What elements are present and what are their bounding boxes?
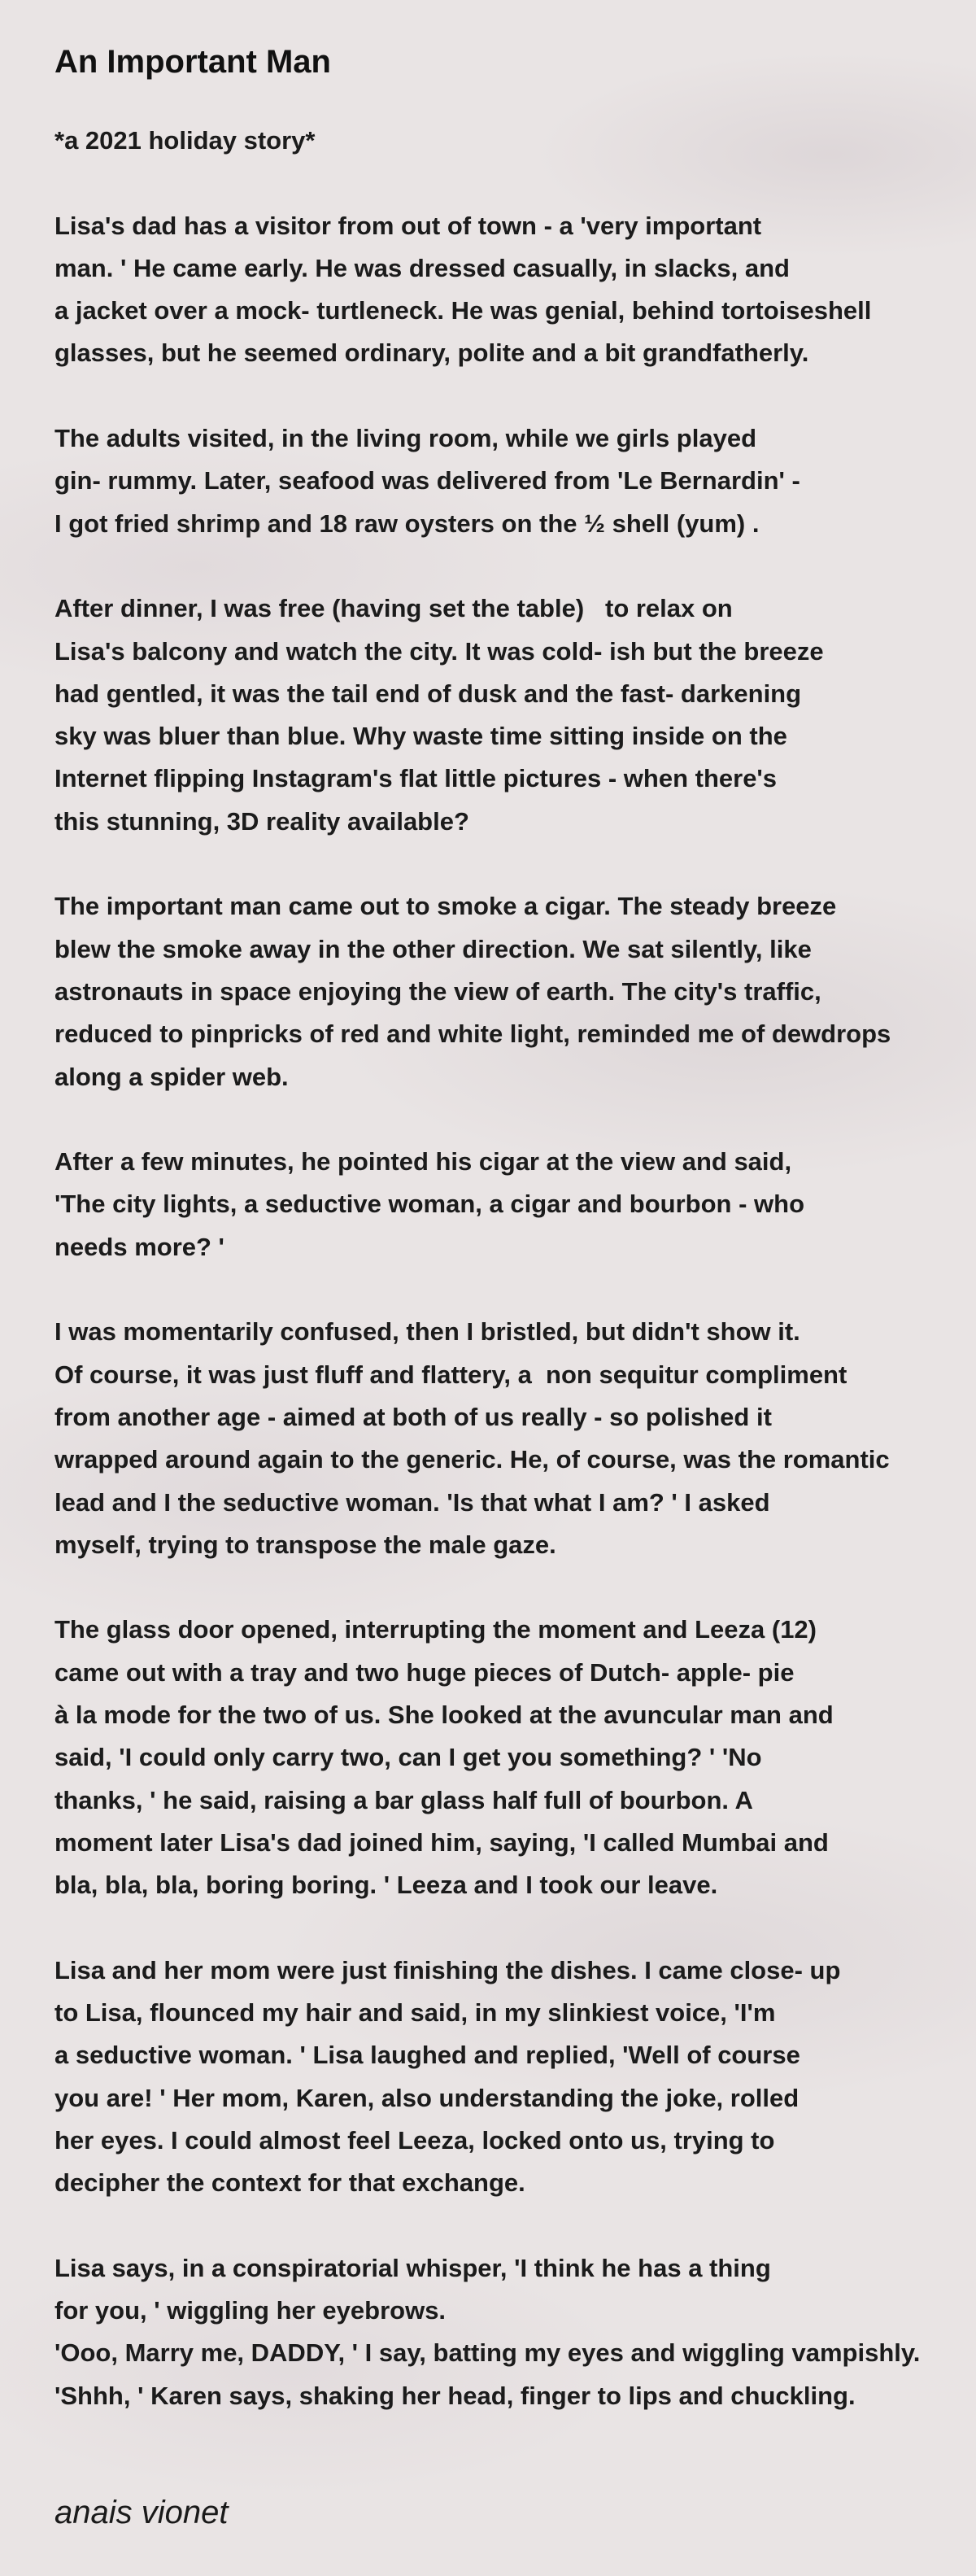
poem-line: After dinner, I was free (having set the table) to relax on — [54, 594, 733, 623]
poem-line: came out with a tray and two huge pieces of Dutch- apple- pie — [54, 1657, 795, 1687]
stanza — [54, 1949, 965, 2205]
poem-line: her eyes. I could almost feel Leeza, locked onto us, trying to — [54, 2125, 775, 2155]
poem-line: glasses, but he seemed ordinary, polite and a bit grandfatherly. — [54, 338, 809, 368]
stanza-gap — [54, 1906, 965, 1949]
poem-line: gin- rummy. Later, seafood was delivered from 'Le Bernardin' - — [54, 466, 800, 496]
stanza — [54, 417, 965, 545]
poem-line: for you, ' wiggling her eyebrows. — [54, 2296, 447, 2325]
poem-line: reduced to pinpricks of red and white light, reminded me of dewdrops — [54, 1019, 891, 1049]
poem-line: needs more? ' — [54, 1232, 224, 1261]
stanza — [54, 205, 965, 375]
poem-line: I got fried shrimp and 18 raw oysters on the ½ shell (yum) . — [54, 509, 760, 538]
poem-line: to Lisa, flounced my hair and said, in my slinkiest voice, 'I'm — [54, 1998, 776, 2028]
poem-line: à la mode for the two of us. She looked at the avuncular man and — [54, 1700, 834, 1729]
poem-line: Of course, it was just fluff and flattery, a non sequitur compliment — [54, 1360, 847, 1389]
stanza — [54, 587, 965, 843]
stanza-gap — [54, 1268, 965, 1311]
stanza — [54, 2247, 965, 2417]
stanza-gap — [54, 375, 965, 417]
poem-line: decipher the context for that exchange. — [54, 2168, 525, 2198]
poem-line: 'Ooo, Marry me, DADDY, ' I say, batting my eyes and wiggling vampishly. — [54, 2338, 921, 2368]
poem-line: myself, trying to transpose the male gaze. — [54, 1530, 556, 1559]
poem-body — [54, 120, 965, 2417]
stanza — [54, 1311, 965, 1566]
stanza-gap — [54, 162, 965, 204]
poem-line: sky was bluer than blue. Why waste time sitting inside on the — [54, 722, 787, 751]
poem-line: Lisa says, in a conspiratorial whisper, 'I think he has a thing — [54, 2253, 771, 2282]
stanza-gap — [54, 545, 965, 587]
poem-subtitle — [54, 120, 965, 162]
poem-line: I was momentarily confused, then I bristled, but didn't show it. — [54, 1317, 800, 1347]
poem-line: 'Shhh, ' Karen says, shaking her head, finger to lips and chuckling. — [54, 2381, 856, 2410]
stanza-gap — [54, 2205, 965, 2247]
poem-line: Lisa and her mom were just finishing the dishes. I came close- up — [54, 1955, 841, 1984]
poem-title: An Important Man — [54, 44, 331, 80]
poem-line: bla, bla, bla, boring boring. ' Leeza and I took our leave. — [54, 1871, 718, 1900]
poem-line: this stunning, 3D reality available? — [54, 806, 469, 836]
author-name: anais vionet — [54, 2495, 229, 2530]
stanza — [54, 885, 965, 1098]
poem-line: from another age - aimed at both of us really - so polished it — [54, 1402, 772, 1431]
poem-line: Internet flipping Instagram's flat little pictures - when there's — [54, 764, 778, 793]
poem-line: 'The city lights, a seductive woman, a cigar and bourbon - who — [54, 1190, 805, 1219]
poem-line: astronauts in space enjoying the view of earth. The city's traffic, — [54, 976, 821, 1006]
poem-line: lead and I the seductive woman. 'Is that what I am? ' I asked — [54, 1487, 770, 1517]
stanza — [54, 1141, 965, 1268]
poem-line: The important man came out to smoke a cigar. The steady breeze — [54, 892, 837, 921]
poem-line: The glass door opened, interrupting the moment and Leeza (12) — [54, 1615, 817, 1644]
poem-line: had gentled, it was the tail end of dusk and the fast- darkening — [54, 679, 802, 708]
stanza-gap — [54, 1566, 965, 1609]
poem-line: a seductive woman. ' Lisa laughed and replied, 'Well of course — [54, 2041, 800, 2070]
poem-line: said, 'I could only carry two, can I get you something? ' 'No — [54, 1743, 762, 1772]
poem-line: moment later Lisa's dad joined him, saying, 'I called Mumbai and — [54, 1827, 829, 1857]
poem-line: After a few minutes, he pointed his cigar at the view and said, — [54, 1147, 792, 1177]
poem-line: Lisa's dad has a visitor from out of town - a 'very important — [54, 211, 762, 240]
poem-line: blew the smoke away in the other direction. We sat silently, like — [54, 934, 812, 963]
stanza-gap — [54, 843, 965, 885]
stanza — [54, 1609, 965, 1906]
poem-line: The adults visited, in the living room, while we girls played — [54, 424, 757, 453]
poem-line: wrapped around again to the generic. He, of course, was the romantic — [54, 1445, 890, 1474]
poem-line: thanks, ' he said, raising a bar glass half full of bourbon. A — [54, 1785, 753, 1814]
poem-line: you are! ' Her mom, Karen, also understanding the joke, rolled — [54, 2083, 800, 2112]
poem-line: a jacket over a mock- turtleneck. He was genial, behind tortoiseshell — [54, 296, 872, 325]
poem-line: man. ' He came early. He was dressed casually, in slacks, and — [54, 253, 790, 282]
stanza-gap — [54, 1098, 965, 1141]
poem-line: *a 2021 holiday story* — [54, 126, 316, 155]
poem-line: along a spider web. — [54, 1062, 289, 1091]
poem-line: Lisa's balcony and watch the city. It was cold- ish but the breeze — [54, 636, 824, 666]
